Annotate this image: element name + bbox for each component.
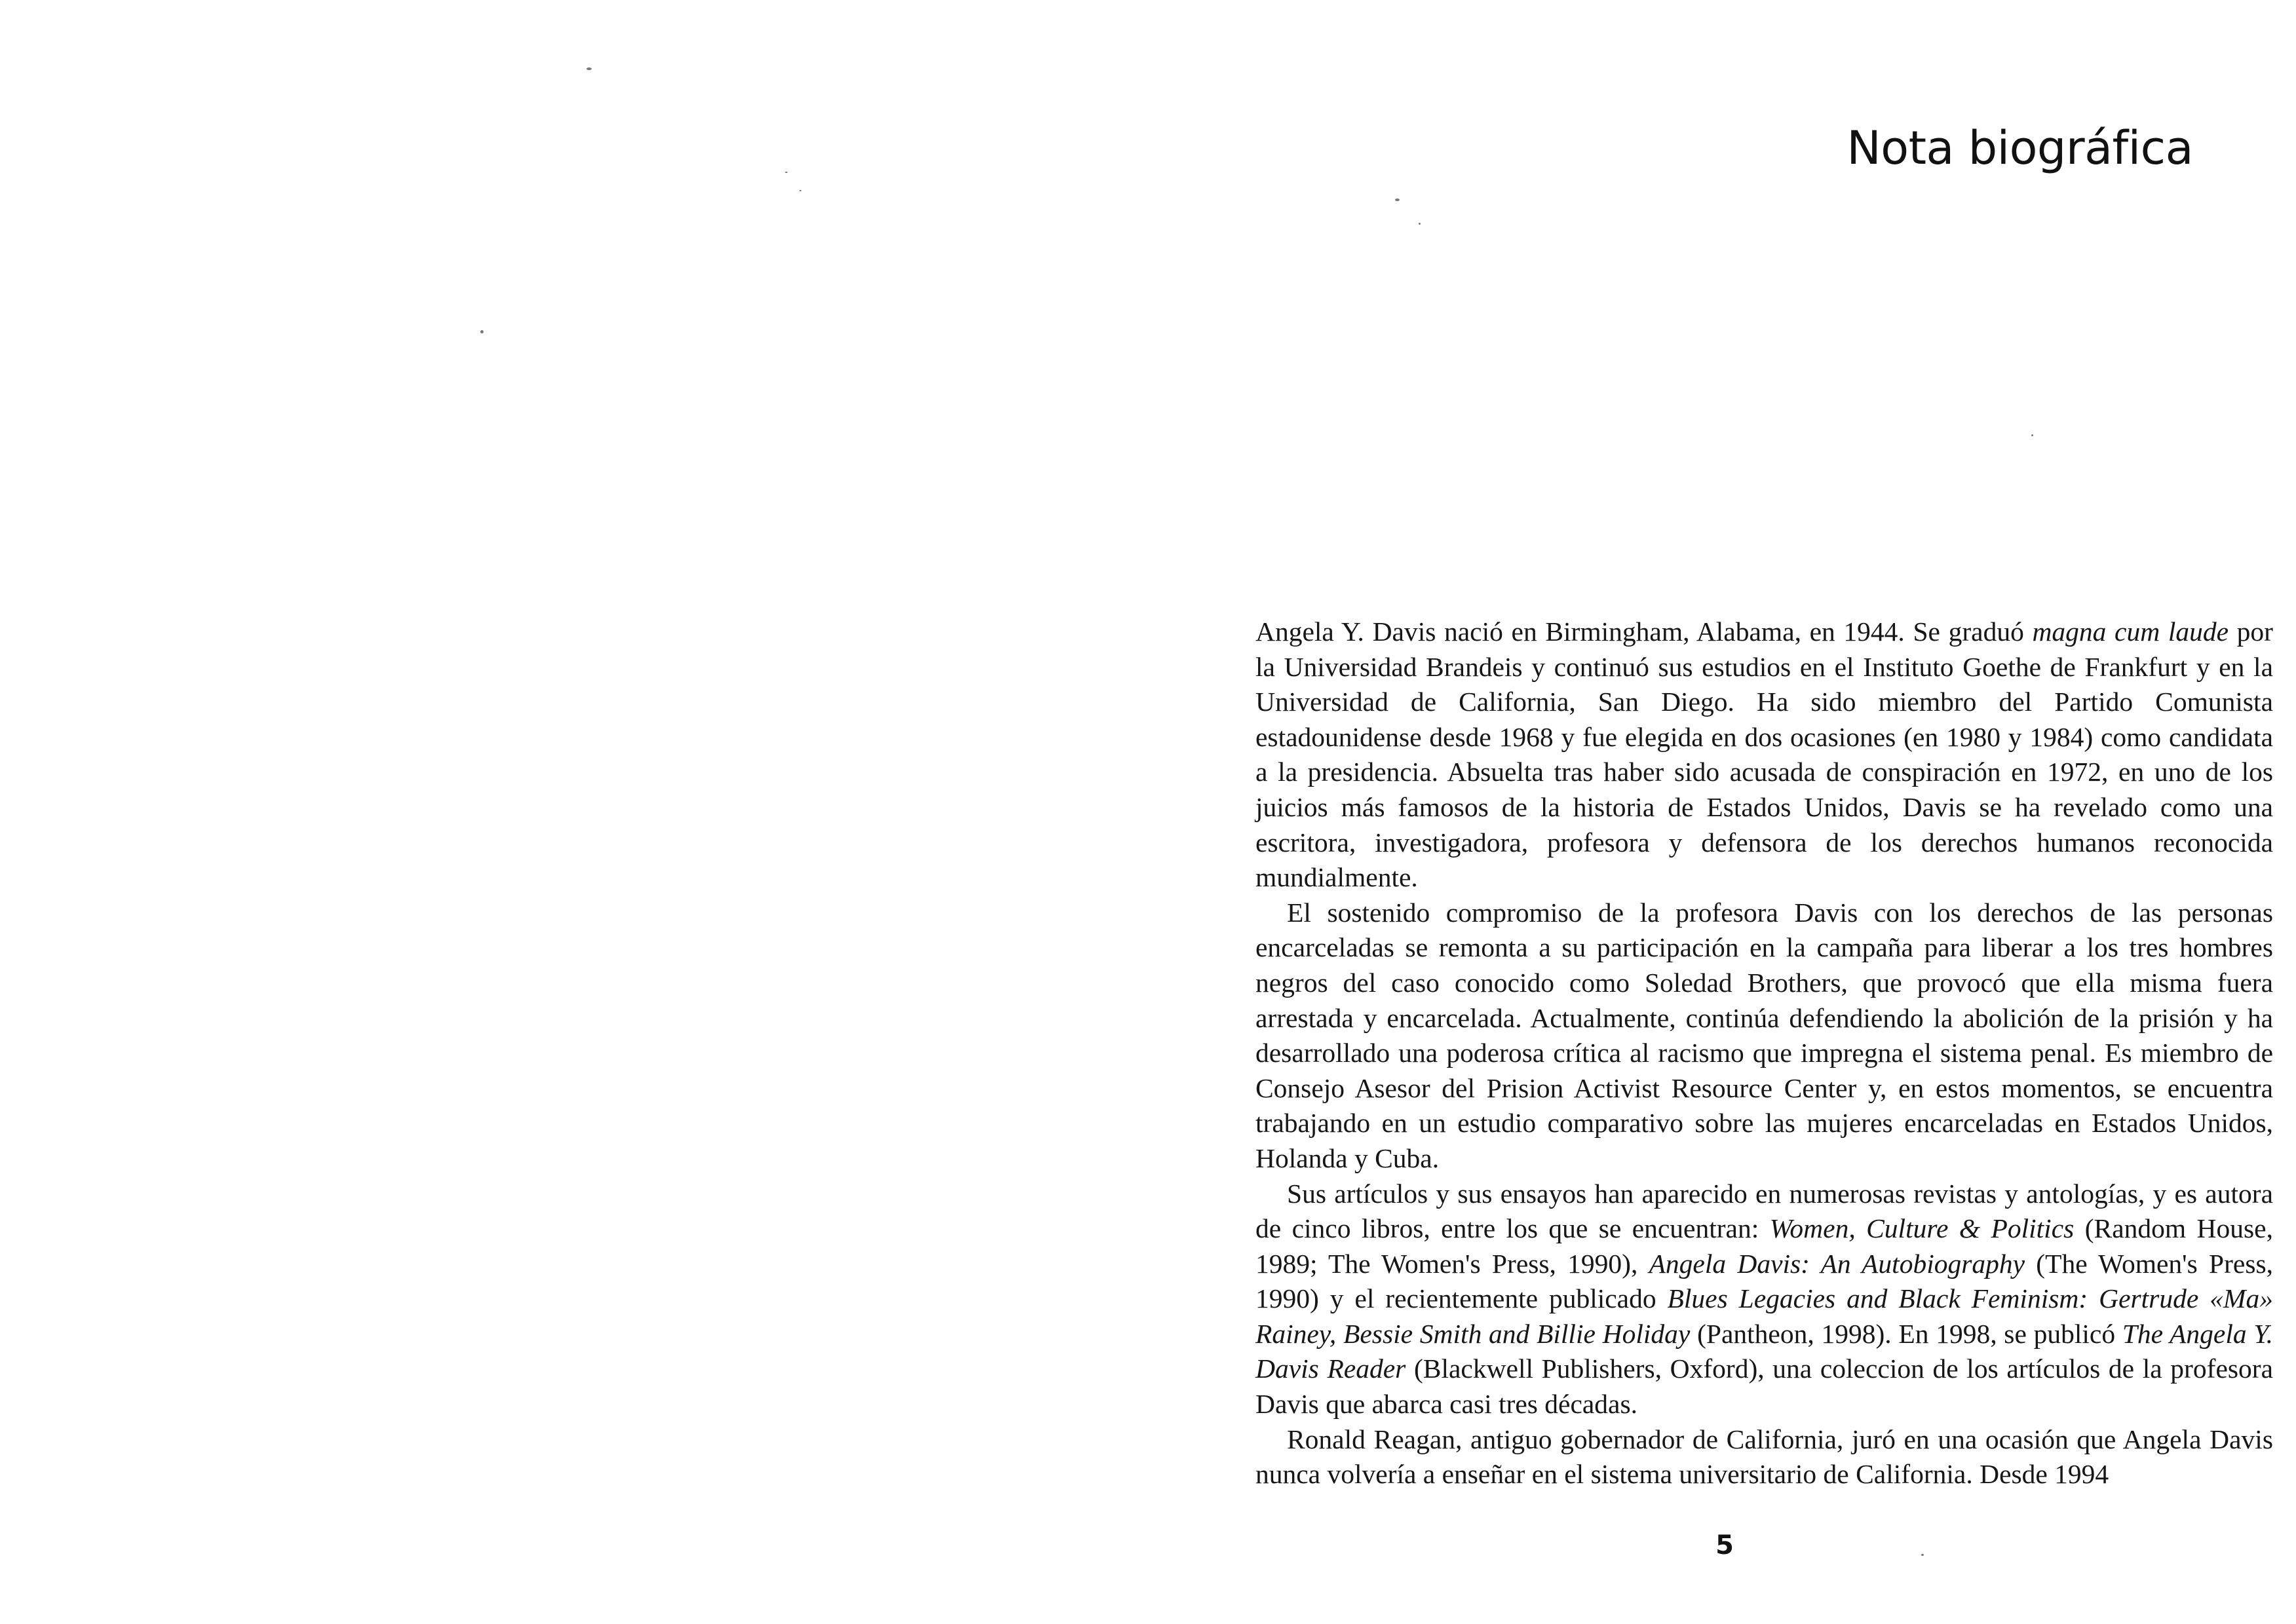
text-run: Ronald Reagan, antiguo gobernador de California, juró en una ocasión que Angela Davis nunca volvería a enseñar en el sistema universitario de California. Desde 1994 xyxy=(1255,1424,2273,1490)
text-run: Sus artículos y sus ensayos han aparecido en numerosas revistas y antologías, y es autora de cinco libros, entre los que se encuentran: xyxy=(1255,1178,2273,1244)
text-run: (The Women's Press, 1990) y el recientemente publicado xyxy=(1255,1248,2273,1314)
text-run: por la Universidad Brandeis y continuó sus estudios en el Instituto Goethe de Frankfurt y en la Universidad de California, San Diego. Ha sido miembro del Partido Comunista estadounidense desde 1968 y fue elegida en dos ocasiones (en 1980 y 1984) como candidata a la presidencia. Absuelta tras haber sido acusada de conspiración en 1972, en uno de los juicios más famosos de la historia de Estados Unidos, Davis se ha revelado como una escritora, investigadora, profesora y defensora de los derechos humanos reconocida mundialmente. xyxy=(1255,616,2273,893)
scan-speck xyxy=(480,330,484,333)
scan-speck xyxy=(1419,223,1421,225)
italic-text: The Angela Y. Davis Reader xyxy=(1255,1318,2273,1384)
text-run: El sostenido compromiso de la profesora Davis con los derechos de las personas encarceladas se remonta a su participación en la campaña para liberar a los tres hombres negros del caso conocido como Soledad Brothers, que provocó que ella misma fuera arrestada y encarcelada. Actualmente, continúa defendiendo la abolición de la prisión y ha desarrollado una poderosa crítica al racismo que impregna el sistema penal. Es miembro de Consejo Asesor del Prision Activist Resource Center y, en estos momentos, se encuentra trabajando en un estudio comparativo sobre las mujeres encarceladas en Estados Unidos, Holanda y Cuba. xyxy=(1255,897,2273,1173)
scan-speck xyxy=(2031,434,2033,436)
right-page xyxy=(1148,0,2296,1624)
text-run: (Blackwell Publishers, Oxford), una coleccion de los artículos de la profesora Davis que abarca casi tres décadas. xyxy=(1255,1353,2273,1420)
italic-text: Angela Davis: An Autobiography xyxy=(1649,1248,2025,1279)
scan-speck xyxy=(1921,1554,1924,1556)
scan-speck xyxy=(799,190,801,191)
page-title: Nota biográfica xyxy=(1846,121,2193,175)
body-paragraph xyxy=(1255,896,2273,1177)
text-run: (Pantheon, 1998). En 1998, se publicó xyxy=(1690,1318,2122,1349)
biography-body xyxy=(1255,614,2273,1492)
text-run: Angela Y. Davis nació en Birmingham, Alabama, en 1944. Se graduó xyxy=(1255,616,2033,647)
scan-speck xyxy=(586,67,592,70)
page-number: 5 xyxy=(1715,1530,1734,1560)
body-paragraph xyxy=(1255,1177,2273,1422)
italic-text: magna cum laude xyxy=(2032,616,2229,647)
body-paragraph xyxy=(1255,614,2273,896)
body-paragraph xyxy=(1255,1422,2273,1492)
scan-speck xyxy=(1395,198,1400,201)
scan-speck xyxy=(785,172,788,173)
italic-text: Blues Legacies and Black Feminism: Gertrude «Ma» Rainey, Bessie Smith and Billie Holiday xyxy=(1255,1283,2273,1349)
text-run: (Random House, 1989; The Women's Press, 1990), xyxy=(1255,1213,2273,1279)
italic-text: Women, Culture & Politics xyxy=(1769,1213,2075,1244)
